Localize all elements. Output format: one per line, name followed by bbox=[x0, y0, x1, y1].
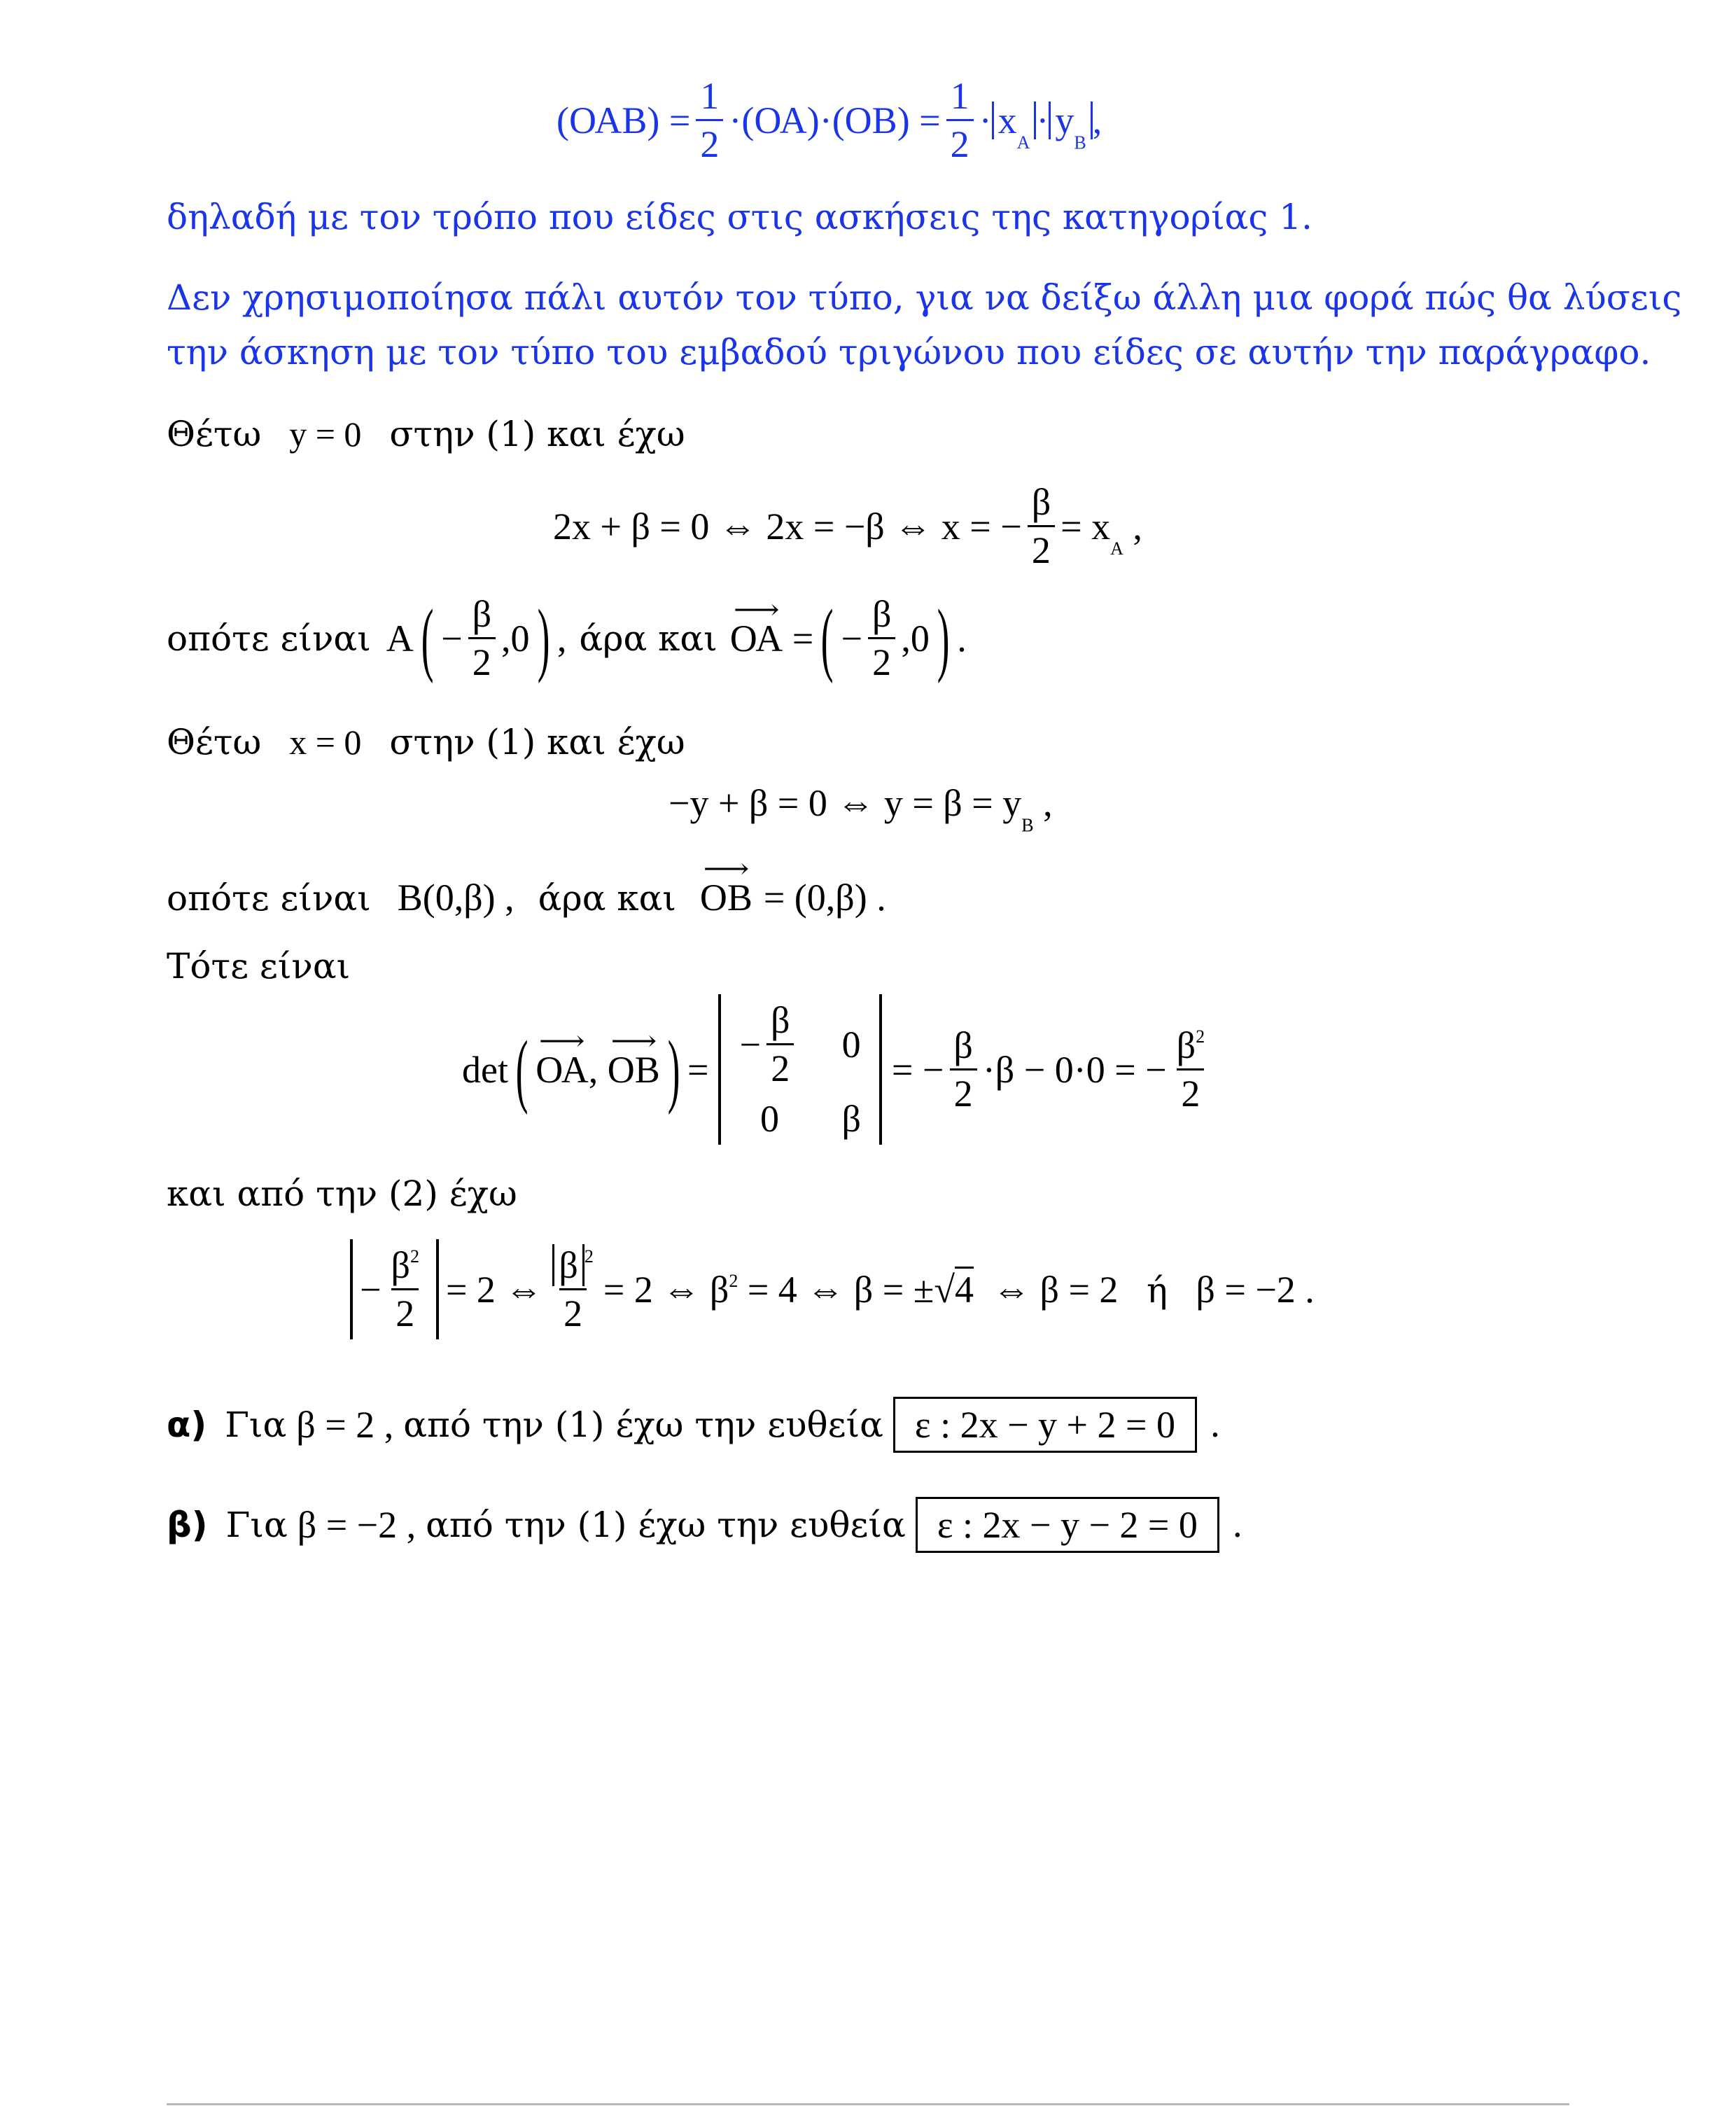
set-x-rest: στην (1) και έχω bbox=[389, 722, 685, 762]
explanation-line-1: δηλαδή με τον τρόπο που είδες στις ασκήσεις της κατηγορίας 1. bbox=[167, 197, 1312, 237]
point-b-line bbox=[167, 877, 886, 919]
point-b-prefix: οπότε είναι bbox=[167, 878, 371, 919]
vector-ob-value: = (0,β) . bbox=[763, 877, 886, 919]
point-b-mid: άρα και bbox=[538, 878, 677, 919]
y-intercept-equation: −y + β = 0 ⇔ $y = \beta = y_B$ , bbox=[668, 782, 1053, 835]
point-b-value: Β(0,β) , bbox=[397, 877, 514, 919]
set-y-rest: στην (1) και έχω bbox=[389, 414, 685, 454]
point-a-line bbox=[167, 592, 967, 684]
answer-beta-text-start: Για bbox=[225, 1505, 288, 1545]
explanation-line-3: την άσκηση με τον τύπο του εμβαδού τριγώνου που είδες σε αυτήν την παράγραφο. bbox=[167, 332, 1651, 372]
vector-ob-label: ΟΒ ⟶ bbox=[700, 879, 752, 916]
answer-alpha-line-box: ε : 2x − y + 2 = 0 bbox=[893, 1397, 1197, 1453]
answer-beta-line-box: ε : 2x − y − 2 = 0 bbox=[916, 1497, 1219, 1553]
then-text: Τότε είναι bbox=[167, 946, 351, 986]
set-y-intro: Θέτω bbox=[167, 414, 262, 454]
determinant-equation: det ( ΟΑ ⟶ , ΟΒ ⟶ ) = − $\frac{\beta}{2}$ 0 0 β = − $\frac{\beta}{2}$ ·β − 0·0 = − $\frac{\beta^2}{2}$ bbox=[462, 994, 1214, 1145]
explanation-line-2: Δεν χρησιμοποίησα πάλι αυτόν τον τύπο, για να δείξω άλλη μια φορά πώς θα λύσεις bbox=[167, 277, 1682, 318]
answer-alpha-text-start: Για bbox=[225, 1404, 287, 1445]
determinant-matrix: − $\frac{\beta}{2}$ 0 0 β bbox=[718, 994, 881, 1145]
answer-alpha-label: α) bbox=[167, 1404, 207, 1445]
area-formula-equation: (ΟΑΒ) = $\frac{1}{2}$ ·(ΟΑ)·(ΟΒ) = $\frac{1}{2}$ · $x_A$ · $y_B$ , bbox=[556, 75, 1102, 165]
set-x-zero-line bbox=[167, 722, 685, 762]
answer-beta-text-end: από την (1) έχω την ευθεία bbox=[426, 1505, 906, 1545]
answer-alpha-line: α) Για β = 2 , από την (1) έχω την ευθεία ε : 2x − y + 2 = 0 . bbox=[167, 1397, 1221, 1453]
set-y-zero-line bbox=[167, 414, 685, 454]
set-y-condition: y = 0 bbox=[289, 414, 362, 454]
answer-beta-line: β) Για β = −2 , από την (1) έχω την ευθεία ε : 2x − y − 2 = 0 . bbox=[167, 1497, 1243, 1553]
set-x-condition: x = 0 bbox=[289, 723, 362, 762]
point-a-expression: Α ( − $\frac{\beta}{2}$ ,0 ) , bbox=[386, 592, 567, 684]
from-equation-2-text: και από την (2) έχω bbox=[167, 1173, 517, 1214]
beta-solution-equation: − $\frac{\beta^2}{2}$ = 2 ⇔ $\frac{\beta ^2}{2}$ = 2 ⇔ $\beta^2 = 4$ ⇔ β = ±√4 ⇔ β = 2 ή β = −2 . bbox=[350, 1239, 1315, 1339]
point-a-mid: άρα και bbox=[579, 618, 718, 659]
point-a-prefix: οπότε είναι bbox=[167, 618, 371, 659]
set-x-intro: Θέτω bbox=[167, 722, 262, 762]
answer-beta-label: β) bbox=[167, 1505, 208, 1545]
footer-divider bbox=[167, 2103, 1569, 2105]
answer-beta-beta: β = −2 , bbox=[297, 1504, 416, 1546]
x-intercept-equation: 2x + β = 0 ⇔ 2x = −β ⇔ x = − $\frac{\beta}{2}$ = $x_A$ , bbox=[553, 481, 1142, 571]
answer-alpha-text-end: από την (1) έχω την ευθεία bbox=[403, 1404, 883, 1445]
vector-oa-expression: ΟΑ ⟶ = ( − $\frac{\beta}{2}$ ,0 ) . bbox=[730, 595, 967, 681]
answer-alpha-beta: β = 2 , bbox=[296, 1404, 394, 1446]
